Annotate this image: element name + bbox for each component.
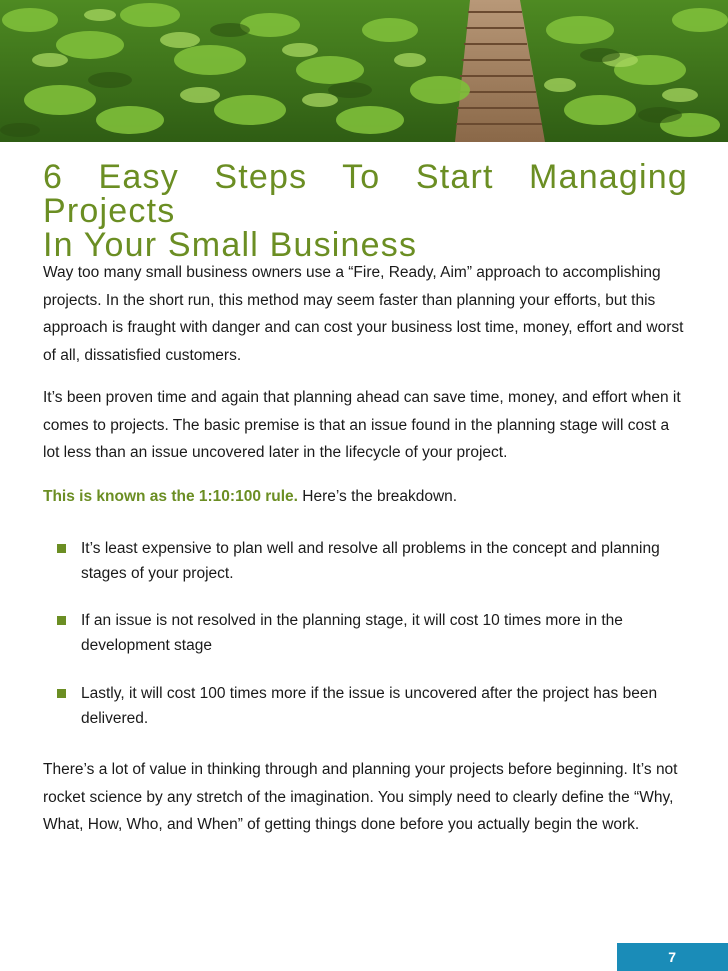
list-item-text: It’s least expensive to plan well and resolve all problems in the concept and planning stages of your project. bbox=[81, 540, 660, 582]
conclusion-paragraph: There’s a lot of value in thinking through and planning your projects before beginning. It’s not rocket science by any stretch of the imagination. You simply need to clearly define the “Why, What, How, Who, and When” of getting things done before you actually begin the work. bbox=[43, 761, 678, 833]
list-item bbox=[57, 536, 687, 586]
page-number: 7 bbox=[668, 949, 676, 965]
page-title-line-1: 6 Easy Steps To Start Managing Projects bbox=[43, 158, 688, 230]
intro-paragraph: Way too many small business owners use a “Fire, Ready, Aim” approach to accomplishing projects. In the short run, this method may seem faster than planning your efforts, but this approach is fraught with danger and can cost your business lost time, money, effort and worst of all, dissatisfied customers. bbox=[43, 264, 684, 364]
header-photo-banner bbox=[0, 0, 728, 142]
list-item bbox=[57, 681, 687, 731]
square-bullet-icon bbox=[57, 544, 66, 553]
planning-paragraph: It’s been proven time and again that planning ahead can save time, money, and effort when it comes to projects. The basic premise is that an issue found in the planning stage will cost a lot less than an issue uncovered later in the lifecycle of your project. bbox=[43, 389, 681, 461]
page-title-line-2: In Your Small Business bbox=[43, 226, 418, 264]
page-number-badge bbox=[617, 943, 728, 971]
list-item bbox=[57, 608, 687, 658]
page-title bbox=[43, 160, 688, 262]
rule-paragraph bbox=[43, 483, 688, 511]
square-bullet-icon bbox=[57, 689, 66, 698]
list-item-text: If an issue is not resolved in the planning stage, it will cost 10 times more in the development stage bbox=[81, 612, 623, 654]
rule-paragraph-rest: Here’s the breakdown. bbox=[297, 488, 458, 505]
rule-highlight: This is known as the 1:10:100 rule. bbox=[43, 488, 298, 505]
list-item-text: Lastly, it will cost 100 times more if the issue is uncovered after the project has been delivered. bbox=[81, 685, 658, 727]
foliage-stairs-illustration bbox=[0, 0, 728, 142]
square-bullet-icon bbox=[57, 616, 66, 625]
